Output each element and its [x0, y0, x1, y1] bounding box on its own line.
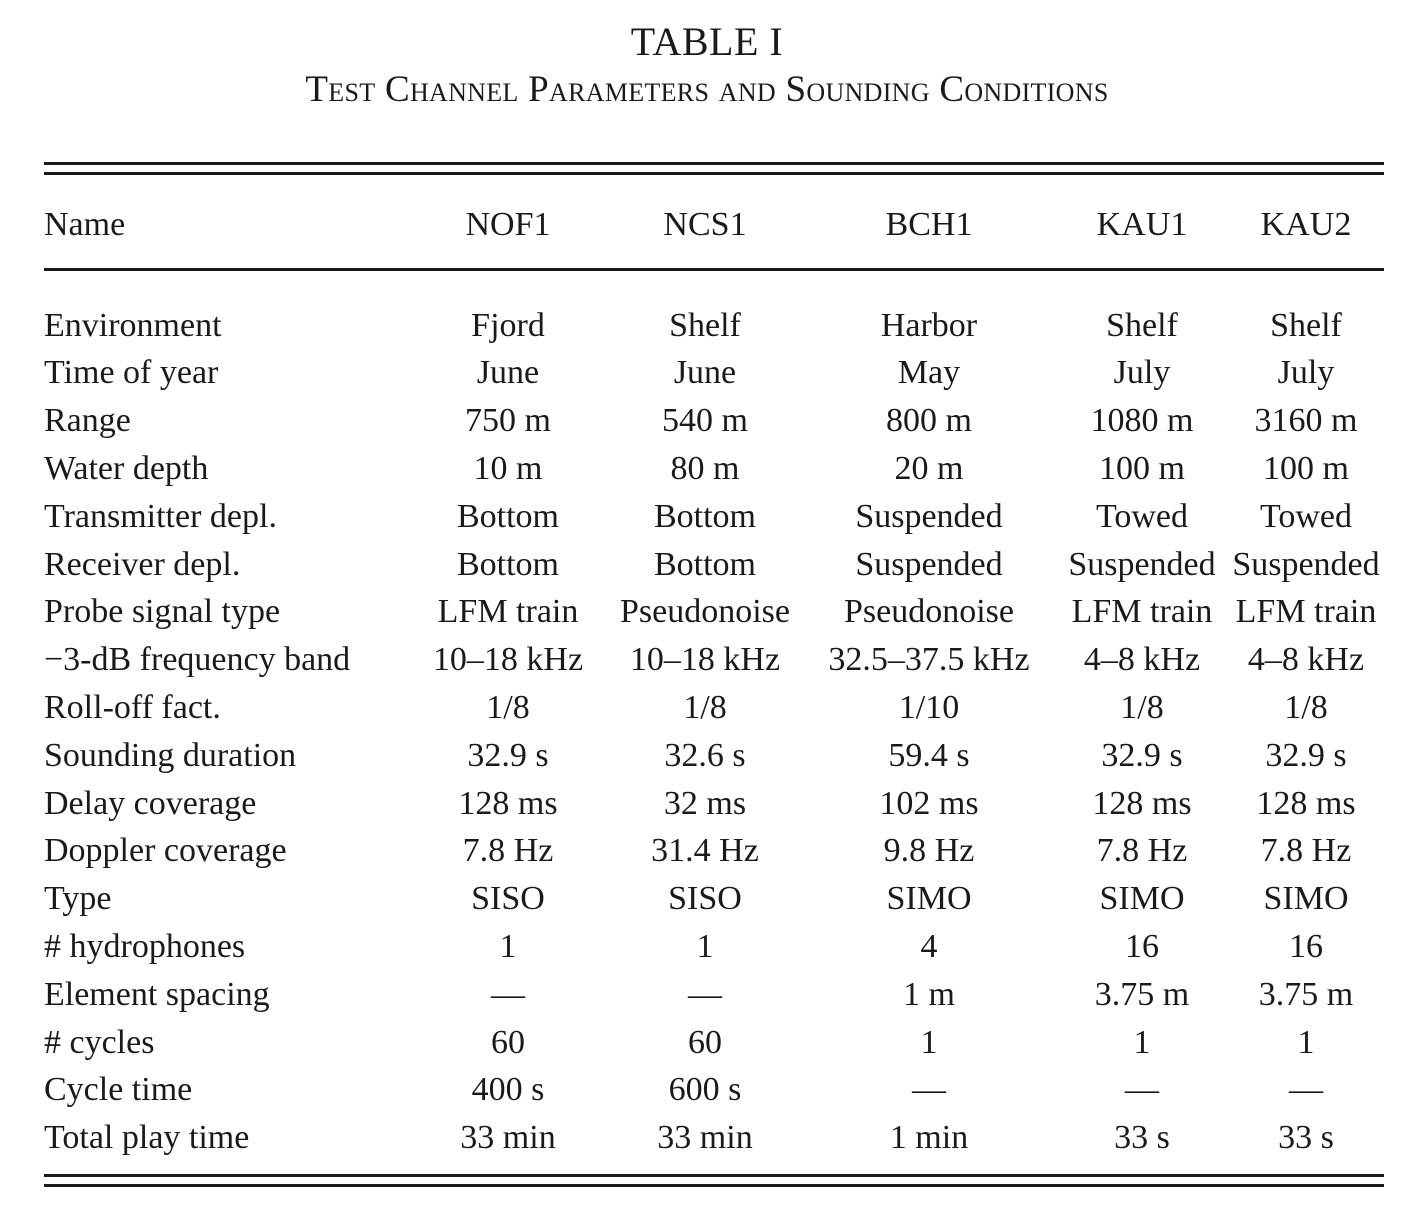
table-cell: 33 s	[1114, 1119, 1170, 1157]
table-cell: 9.8 Hz	[883, 832, 975, 870]
table-cell: 1	[1297, 1023, 1315, 1061]
table-cell: 750 m	[465, 402, 551, 440]
table-cell: Harbor	[880, 306, 978, 344]
table-label: TABLE I	[630, 19, 784, 64]
table-row	[44, 875, 1384, 923]
table-row	[44, 1019, 1384, 1067]
column-header: KAU1	[1096, 206, 1188, 243]
table-cell: 128 ms	[458, 784, 558, 822]
table-cell: 16	[1289, 928, 1323, 966]
row-label: Roll-off fact.	[44, 689, 221, 727]
table-cell: 4–8 kHz	[1083, 641, 1201, 679]
table-cell: 32.5–37.5 kHz	[828, 641, 1030, 679]
table-cell: 10 m	[473, 450, 543, 488]
table-cell: 1	[499, 928, 517, 966]
table-cell: 60	[688, 1023, 722, 1061]
row-label: Total play time	[44, 1119, 250, 1157]
column-header: Name	[44, 206, 126, 243]
table-cell: 3.75 m	[1258, 975, 1354, 1013]
table-cell: SIMO	[1099, 880, 1185, 918]
table-cell: Shelf	[669, 306, 741, 344]
table-cell: 3.75 m	[1094, 975, 1190, 1013]
row-label: # hydrophones	[44, 928, 246, 966]
table-cell: 7.8 Hz	[1096, 832, 1188, 870]
table-row	[44, 636, 1384, 684]
table-row	[44, 1067, 1384, 1115]
table-row	[44, 350, 1384, 398]
row-label: Time of year	[44, 354, 219, 392]
row-label: Element spacing	[44, 975, 270, 1013]
table-cell: Pseudonoise	[620, 593, 790, 631]
table-cell: Suspended	[1068, 545, 1216, 583]
table-row	[44, 493, 1384, 541]
table-cell: —	[1289, 1071, 1323, 1109]
table-cell: 10–18 kHz	[629, 641, 781, 679]
table-cell: 4–8 kHz	[1247, 641, 1365, 679]
row-label: Range	[44, 402, 131, 440]
row-label: Sounding duration	[44, 736, 297, 774]
table-cell: 32.9 s	[1265, 736, 1347, 774]
table-cell: 7.8 Hz	[1260, 832, 1352, 870]
row-label: Doppler coverage	[44, 832, 287, 870]
table-cell: 20 m	[894, 450, 964, 488]
table-cell: 1/8	[1284, 689, 1328, 727]
table-body	[44, 254, 1384, 1162]
row-label: # cycles	[44, 1023, 155, 1061]
row-label: Type	[44, 880, 112, 918]
bottom-rule-inner	[44, 1174, 1384, 1177]
table-cell: June	[476, 354, 540, 392]
table-cell: 7.8 Hz	[462, 832, 554, 870]
table-cell: 32.9 s	[1101, 736, 1183, 774]
row-label: Water depth	[44, 450, 209, 488]
table-cell: 3160 m	[1254, 402, 1358, 440]
row-label: Delay coverage	[44, 784, 257, 822]
table-caption	[0, 18, 1414, 114]
row-label: Transmitter depl.	[44, 497, 277, 535]
table-cell: —	[491, 975, 525, 1013]
table-cell: Bottom	[653, 545, 757, 583]
table-row	[44, 780, 1384, 828]
table-cell: Suspended	[855, 497, 1003, 535]
table-cell: 100 m	[1263, 450, 1349, 488]
table-cell: 1 min	[889, 1119, 969, 1157]
table-cell: 1080 m	[1090, 402, 1194, 440]
parameters-table	[44, 196, 1384, 1162]
table-cell: 10–18 kHz	[432, 641, 584, 679]
table-cell: Shelf	[1270, 306, 1342, 344]
table-cell: 1/8	[683, 689, 727, 727]
table-cell: 4	[920, 928, 938, 966]
table-cell: 60	[491, 1023, 525, 1061]
top-rule-inner	[44, 172, 1384, 175]
table-row	[44, 732, 1384, 780]
table-row	[44, 445, 1384, 493]
table-cell: LFM train	[437, 593, 579, 631]
row-label: Environment	[44, 306, 222, 344]
column-header: NOF1	[465, 206, 551, 243]
table-row	[44, 397, 1384, 445]
table-cell: 31.4 Hz	[651, 832, 759, 870]
table-cell: Towed	[1095, 497, 1189, 535]
column-header: BCH1	[885, 206, 973, 243]
table-cell: 33 min	[460, 1119, 556, 1157]
table-cell: July	[1113, 354, 1171, 392]
table-cell: Towed	[1259, 497, 1353, 535]
table-row	[44, 1114, 1384, 1162]
table-cell: 400 s	[471, 1071, 545, 1109]
top-rule-outer	[44, 162, 1384, 165]
table-cell: 128 ms	[1256, 784, 1356, 822]
table-cell: SISO	[471, 880, 545, 918]
table-row	[44, 684, 1384, 732]
table-cell: 1/10	[898, 689, 960, 727]
table-row	[44, 923, 1384, 971]
table-cell: 1 m	[903, 975, 955, 1013]
table-cell: 600 s	[668, 1071, 742, 1109]
table-cell: 33 s	[1278, 1119, 1334, 1157]
spacer-cell	[44, 254, 1384, 302]
table-cell: 102 ms	[879, 784, 979, 822]
bottom-rule-outer	[44, 1184, 1384, 1187]
row-label: −3-dB frequency band	[44, 641, 351, 679]
table-cell: 128 ms	[1092, 784, 1192, 822]
table-row	[44, 828, 1384, 876]
table-cell: Shelf	[1106, 306, 1178, 344]
table-cell: LFM train	[1071, 593, 1213, 631]
table-cell: 800 m	[886, 402, 972, 440]
table-cell: SIMO	[1263, 880, 1349, 918]
table-cell: 540 m	[662, 402, 748, 440]
table-cell: 1	[920, 1023, 938, 1061]
table-cell: 32.6 s	[664, 736, 746, 774]
table-row	[44, 589, 1384, 637]
table-cell: 1/8	[486, 689, 530, 727]
column-header: KAU2	[1260, 206, 1352, 243]
row-label: Cycle time	[44, 1071, 193, 1109]
table-cell: SIMO	[886, 880, 972, 918]
table-row	[44, 302, 1384, 350]
table-cell: July	[1277, 354, 1335, 392]
table-cell: LFM train	[1235, 593, 1377, 631]
row-label: Probe signal type	[44, 593, 281, 631]
table-cell: Suspended	[855, 545, 1003, 583]
table-cell: 1	[696, 928, 714, 966]
table-cell: —	[1125, 1071, 1159, 1109]
table-cell: 32.9 s	[467, 736, 549, 774]
table-cell: May	[897, 354, 961, 392]
table-header-row	[44, 196, 1384, 254]
table-cell: June	[673, 354, 737, 392]
table-title: Test Channel Parameters and Sounding Conditions	[305, 69, 1109, 110]
table-cell: —	[912, 1071, 946, 1109]
table-cell: Bottom	[456, 497, 560, 535]
table-cell: Bottom	[653, 497, 757, 535]
table-cell: Suspended	[1232, 545, 1380, 583]
table-row	[44, 971, 1384, 1019]
table-cell: 16	[1125, 928, 1159, 966]
table-cell: 80 m	[670, 450, 740, 488]
table-cell: Fjord	[471, 306, 545, 344]
table-cell: —	[688, 975, 722, 1013]
table-cell: Bottom	[456, 545, 560, 583]
table-cell: 32 ms	[663, 784, 747, 822]
table-cell: Pseudonoise	[844, 593, 1014, 631]
table-row	[44, 541, 1384, 589]
table-cell: 100 m	[1099, 450, 1185, 488]
table-cell: 33 min	[657, 1119, 753, 1157]
table-cell: 1/8	[1120, 689, 1164, 727]
column-header: NCS1	[663, 206, 747, 243]
table-cell: SISO	[668, 880, 742, 918]
table-cell: 1	[1133, 1023, 1151, 1061]
row-label: Receiver depl.	[44, 545, 241, 583]
spacer-row	[44, 254, 1384, 302]
table-cell: 59.4 s	[888, 736, 970, 774]
